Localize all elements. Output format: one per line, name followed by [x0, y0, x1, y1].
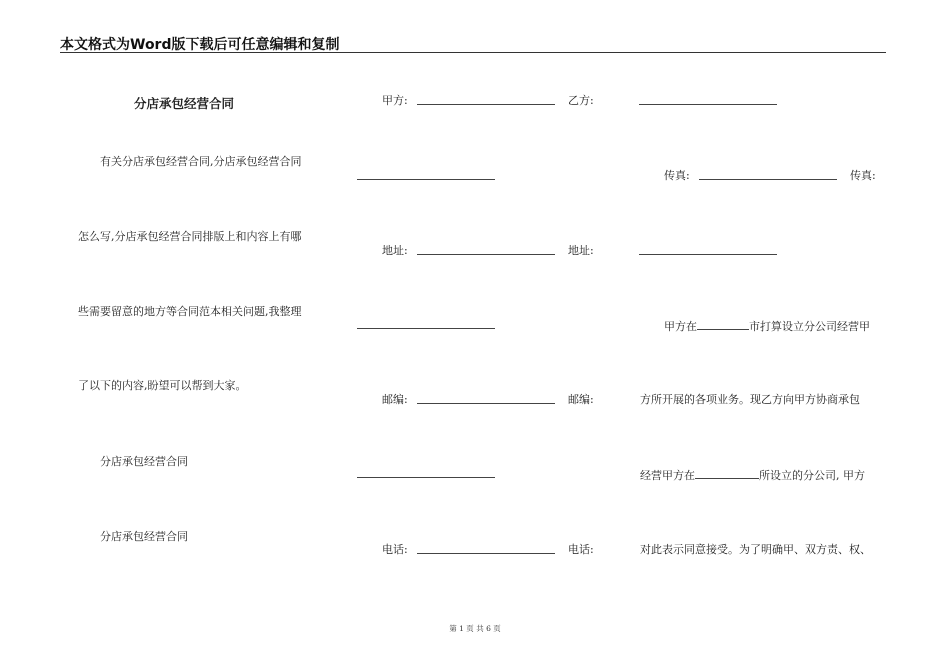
body-line-4: 对此表示同意接受。为了明确甲、双方责、权、 — [640, 543, 871, 556]
address-b-blank — [639, 254, 777, 255]
postcode-b-label: 邮编: — [568, 393, 594, 406]
subheading-2: 分店承包经营合同 — [100, 530, 188, 543]
address-a-blank — [417, 254, 555, 255]
location-blank — [695, 467, 759, 479]
party-a-blank — [417, 104, 555, 105]
address-a-blank-2 — [357, 328, 495, 329]
intro-line-1: 有关分店承包经营合同,分店承包经营合同 — [100, 155, 302, 168]
phone-b-label: 电话: — [568, 543, 594, 556]
postcode-a-blank-2 — [357, 477, 495, 478]
address-b-label: 地址: — [568, 244, 594, 257]
city-blank — [697, 318, 749, 330]
phone-a-blank — [417, 553, 555, 554]
intro-line-4: 了以下的内容,盼望可以帮到大家。 — [78, 379, 247, 392]
page-number: 第 1 页 共 6 页 — [449, 624, 501, 633]
fax-a-blank — [357, 179, 495, 180]
postcode-a-blank — [417, 403, 555, 404]
body-line-1-post: 市打算设立分公司经营甲 — [749, 320, 870, 333]
postcode-a-label: 邮编: — [382, 393, 408, 406]
document-header-title: 本文格式为Word版下载后可任意编辑和复制 — [60, 37, 340, 53]
party-b-blank — [639, 104, 777, 105]
body-line-3 — [640, 467, 865, 483]
header-divider — [60, 52, 886, 53]
subheading-1: 分店承包经营合同 — [100, 455, 188, 468]
fax-b-blank — [699, 179, 837, 180]
body-line-1 — [664, 318, 870, 334]
contract-title: 分店承包经营合同 — [134, 96, 235, 111]
body-line-3-post: 所设立的分公司, 甲方 — [759, 469, 865, 482]
fax-a-label: 传真: — [664, 169, 690, 182]
address-a-label: 地址: — [382, 244, 408, 257]
party-a-label: 甲方: — [382, 94, 408, 107]
body-line-2: 方所开展的各项业务。现乙方向甲方协商承包 — [640, 393, 860, 406]
body-line-1-pre: 甲方在 — [664, 320, 697, 333]
intro-line-2: 怎么写,分店承包经营合同排版上和内容上有哪 — [78, 230, 302, 243]
phone-a-label: 电话: — [382, 543, 408, 556]
fax-b-label: 传真: — [850, 169, 876, 182]
party-b-label: 乙方: — [568, 94, 594, 107]
intro-line-3: 些需要留意的地方等合同范本相关问题,我整理 — [78, 305, 302, 318]
body-line-3-pre: 经营甲方在 — [640, 469, 695, 482]
